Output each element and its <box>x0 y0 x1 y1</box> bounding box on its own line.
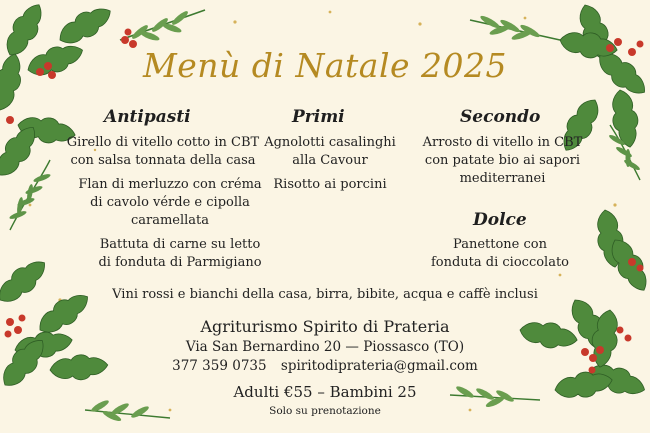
antipasti-line: di fonduta di Parmigiano <box>98 255 262 270</box>
dolce-heading: Dolce <box>473 210 527 230</box>
venue-name: Agriturismo Spirito di Prateria <box>200 317 450 336</box>
antipasti-heading: Antipasti <box>104 107 191 127</box>
secondo-line: Arrosto di vitello in CBT <box>422 135 583 150</box>
primi-heading: Primi <box>292 107 345 127</box>
primi-line: alla Cavour <box>292 153 368 168</box>
antipasti-line: Battuta di carne su letto <box>99 237 261 252</box>
secondo-item <box>410 134 595 188</box>
venue-contact <box>0 358 650 374</box>
antipasti-line: con salsa tonnata della casa <box>70 153 256 168</box>
dolce-item <box>420 236 580 272</box>
drinks-included: Vini rossi e bianchi della casa, birra, bibite, acqua e caffè inclusi <box>112 287 538 302</box>
primi-line: Agnolotti casalinghi <box>264 135 396 150</box>
phone-number[interactable]: 377 359 0735 <box>172 358 267 374</box>
secondo-line: mediterranei <box>459 171 546 186</box>
antipasti-item <box>70 176 270 230</box>
secondo-line: con patate bio ai sapori <box>424 153 581 168</box>
primi-item: Risotto ai porcini <box>273 177 387 192</box>
antipasti-line: caramellata <box>130 213 210 228</box>
antipasti-line: Girello di vitello cotto in CBT <box>66 135 260 150</box>
antipasti-item <box>58 134 268 170</box>
dolce-line: Panettone con <box>453 237 547 252</box>
antipasti-line: Flan di merluzzo con créma <box>78 177 262 192</box>
menu-title: Menù di Natale 2025 <box>142 46 508 85</box>
antipasti-item <box>80 236 280 272</box>
booking-note: Solo su prenotazione <box>269 405 381 417</box>
secondo-heading: Secondo <box>460 107 541 127</box>
email-address[interactable]: spiritodiprateria@gmail.com <box>280 358 478 374</box>
dolce-line: fonduta di cioccolato <box>430 255 570 270</box>
primi-item <box>255 134 405 170</box>
antipasti-line: di cavolo vérde e cipolla <box>90 195 250 210</box>
venue-address: Via San Bernardino 20 — Piossasco (TO) <box>185 339 465 355</box>
price: Adulti €55 – Bambini 25 <box>233 383 417 401</box>
